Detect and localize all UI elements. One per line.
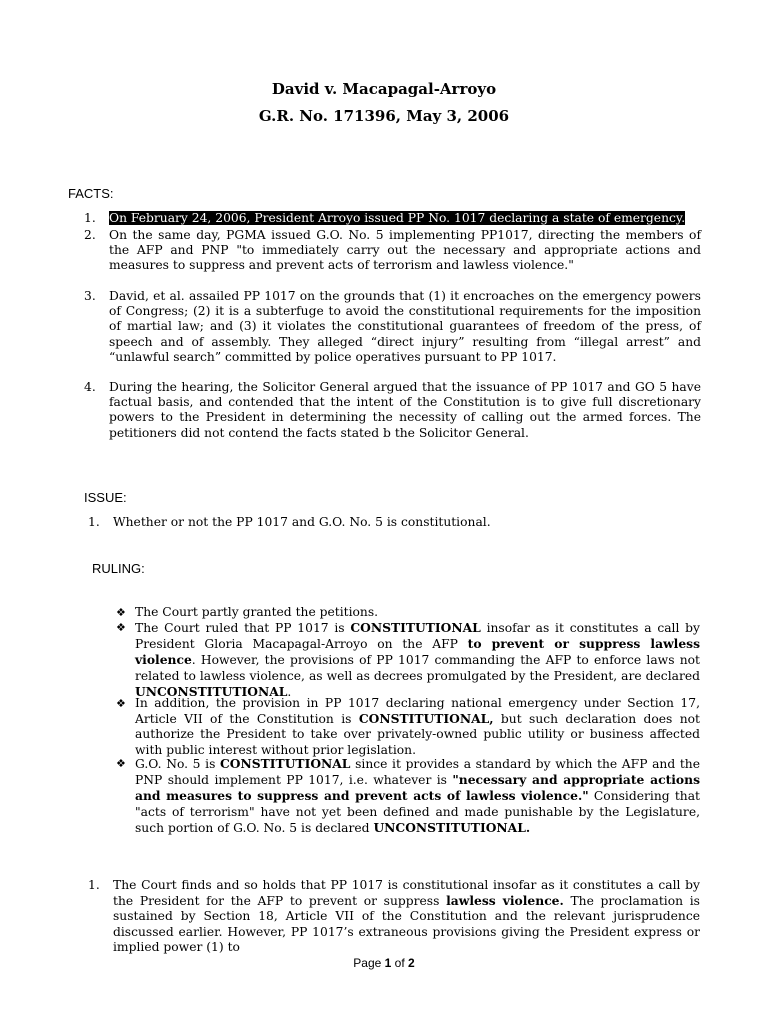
facts-item-3: David, et al. assailed PP 1017 on the grounds that (1) it encroaches on the emergency powers of Congress; (2) it is a subterfuge to avoid the constitutional requirements for the imposition of martial law; and (3) it violates the constitutional guarantees of freedom of the press, of speech and of assembly. They alleged “direct injury” resulting from “illegal arrest” and “unlawful search” committed by police operatives pursuant to PP 1017. [109, 289, 701, 364]
text-run: The Court finds and so holds that PP 1017 is constitutional insofar as it constitutes a call by the President for the AFP to prevent or suppress [113, 878, 700, 909]
issue-item-number: 1. [88, 515, 100, 529]
footer-middle: of [391, 956, 409, 970]
bold-run: CONSTITUTIONAL, [358, 711, 494, 727]
ruling-bullet-1: The Court partly granted the petitions. [135, 605, 379, 619]
bold-run: CONSTITUTIONAL [350, 620, 481, 635]
facts-item-number: 2. [84, 228, 96, 242]
highlighted-text: On February 24, 2006, President Arroyo issued PP No. 1017 declaring a state of emergency. [109, 211, 686, 225]
diamond-bullet-icon: ❖ [116, 606, 126, 619]
ruling-bullet-3 [135, 696, 700, 758]
facts-item-number: 4. [84, 380, 96, 394]
facts-item-number: 1. [84, 211, 96, 225]
diamond-bullet-icon: ❖ [116, 697, 126, 710]
issue-item-1: Whether or not the PP 1017 and G.O. No. 5 is constitutional. [113, 515, 491, 529]
bold-run: to prevent or suppress lawless violence [135, 636, 700, 668]
text-run: . [287, 684, 292, 699]
text-run: G.O. No. 5 is [135, 757, 221, 771]
bold-run: lawless violence. [446, 893, 564, 909]
current-page-number: 1 [384, 956, 392, 970]
case-title: David v. Macapagal-Arroyo [271, 80, 497, 98]
text-run: . However, the provisions of PP 1017 commanding the AFP to enforce laws not related to lawless violence, as well as decrees promulgated by the President, are declared [135, 653, 700, 683]
facts-item-number: 3. [84, 289, 96, 303]
diamond-bullet-icon: ❖ [116, 757, 126, 770]
facts-item-2: On the same day, PGMA issued G.O. No. 5 implementing PP1017, directing the members of the AFP and PNP "to immediately carry out the necessary and appropriate actions and measures to suppress and prevent acts of terrorism and lawless violence." [109, 228, 701, 273]
ruling-paragraph-1 [113, 878, 700, 955]
text-run: Considering that "acts of terrorism" have not yet been defined and made punishable by the Legislature, such portion of G.O. No. 5 is declared [135, 789, 700, 835]
case-citation: G.R. No. 171396, May 3, 2006 [258, 107, 510, 125]
footer-prefix: Page [353, 956, 385, 970]
facts-item-4: During the hearing, the Solicitor General argued that the issuance of PP 1017 and GO 5 have factual basis, and contended that the intent of the Constitution is to give full discretionary powers to the President in determining the necessity of calling out the armed forces. The petitioners did not contend the facts stated b the Solicitor General. [109, 380, 701, 440]
ruling-bullet-4 [135, 756, 700, 836]
bold-run: UNCONSTITUTIONAL [135, 683, 288, 699]
text-run: insofar as it constitutes a call by President Gloria Macapagal-Arroyo on the AFP [135, 621, 700, 652]
text-run: In addition, the provision in PP 1017 declaring national emergency under Section 17, Article VII of the Constitution is [135, 696, 700, 727]
facts-heading: FACTS: [68, 186, 114, 201]
bold-run: "necessary and appropriate actions and measures to suppress and prevent acts of lawless violence." [135, 772, 700, 804]
text-run: The proclamation is sustained by Section 18, Article VII of the Constitution and the relevant jurisprudence discussed earlier. However, PP 1017’s extraneous provisions giving the President express or implied power (1) to [113, 894, 700, 954]
text-run: but such declaration does not authorize the President to take over privately-owned public utility or business affected with public interest without prior legislation. [135, 712, 700, 757]
bold-run: UNCONSTITUTIONAL. [373, 819, 531, 835]
total-pages: 2 [408, 956, 415, 970]
ruling-item-number: 1. [88, 878, 100, 892]
diamond-bullet-icon: ❖ [116, 621, 126, 634]
ruling-bullet-2 [135, 620, 700, 700]
facts-item-1 [109, 211, 701, 226]
page-footer [0, 956, 768, 970]
bold-run: CONSTITUTIONAL [220, 756, 351, 771]
issue-heading: ISSUE: [84, 490, 127, 505]
text-run: since it provides a standard by which the AFP and the PNP should implement PP 1017, i.e. whatever is [135, 757, 700, 788]
text-run: The Court ruled that PP 1017 is [135, 621, 351, 635]
ruling-heading: RULING: [92, 561, 145, 576]
